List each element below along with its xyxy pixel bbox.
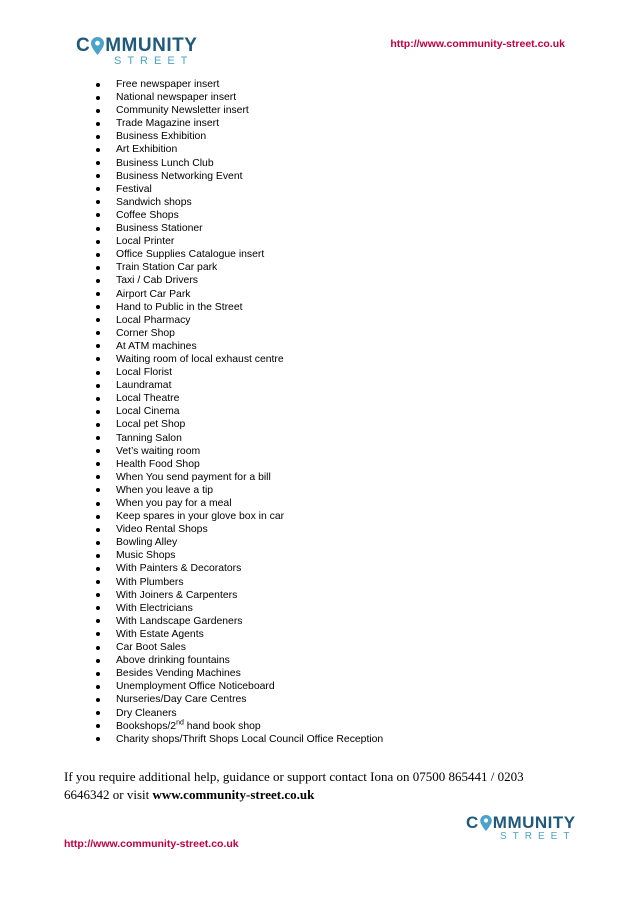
list-item-text: When you pay for a meal xyxy=(116,498,232,509)
list-item xyxy=(96,196,383,209)
bullet-icon xyxy=(96,384,100,388)
list-item xyxy=(96,288,383,301)
bullet-icon xyxy=(96,318,100,322)
bullet-icon xyxy=(96,488,100,492)
map-pin-icon xyxy=(480,815,492,831)
list-item xyxy=(96,170,383,183)
list-item-text: Business Stationer xyxy=(116,223,203,235)
bullet-icon xyxy=(96,213,100,217)
list-item-text: Trade Magazine insert xyxy=(116,118,219,130)
list-item xyxy=(96,261,383,274)
bullet-icon xyxy=(96,187,100,191)
bullet-icon xyxy=(96,357,100,361)
contact-website-link[interactable]: www.community-street.co.uk xyxy=(152,787,315,802)
list-item-text: Local pet Shop xyxy=(116,419,186,431)
list-item xyxy=(96,327,383,340)
bullet-icon xyxy=(96,580,100,584)
bullet-icon xyxy=(96,96,100,100)
list-item-text: Local Pharmacy xyxy=(116,314,191,326)
contact-text: If you require additional help, guidance or support contact Iona on 07500 865441 / 0203 6646342 or visit xyxy=(64,769,524,802)
list-item xyxy=(96,366,383,379)
list-item-text: With Plumbers xyxy=(116,576,184,588)
logo-c: C xyxy=(76,35,91,56)
list-item xyxy=(96,78,383,91)
bullet-icon xyxy=(96,724,100,728)
logo-word-street: STREET xyxy=(114,55,194,67)
list-item-text: With Estate Agents xyxy=(116,628,204,640)
bullet-icon xyxy=(96,397,100,401)
list-item-text: Office Supplies Catalogue insert xyxy=(116,249,265,261)
bullet-icon xyxy=(96,619,100,623)
bullet-icon xyxy=(96,279,100,283)
bullet-icon xyxy=(96,344,100,348)
list-item xyxy=(96,222,383,235)
bullet-icon xyxy=(96,148,100,152)
logo-rest: MMUNITY xyxy=(105,35,198,56)
list-item xyxy=(96,91,383,104)
bullet-icon xyxy=(96,292,100,296)
bullet-icon xyxy=(96,200,100,204)
list-item xyxy=(96,484,383,497)
bullet-icon xyxy=(96,161,100,165)
list-item-text: Business Networking Event xyxy=(116,170,243,182)
list-item-text: Charity shops/Thrift Shops Local Council Office Reception xyxy=(116,733,384,745)
list-item-text: Local Cinema xyxy=(116,406,180,418)
bullet-icon xyxy=(96,646,100,650)
bullet-icon xyxy=(96,475,100,479)
contact-paragraph xyxy=(64,768,564,804)
bullet-icon xyxy=(96,423,100,427)
list-item xyxy=(96,248,383,261)
list-item xyxy=(96,314,383,327)
list-item xyxy=(96,379,383,392)
list-item-text: Nurseries/Day Care Centres xyxy=(116,694,247,706)
list-item-text: Local Florist xyxy=(116,367,173,379)
list-item xyxy=(96,536,383,549)
list-item xyxy=(96,183,383,196)
bullet-icon xyxy=(96,135,100,139)
bullet-icon xyxy=(96,305,100,309)
list-item xyxy=(96,458,383,471)
ordinal-suffix: nd xyxy=(176,719,184,727)
list-item-text: Community Newsletter insert xyxy=(116,105,249,117)
list-item-text: With Joiners & Carpenters xyxy=(116,589,238,601)
bullet-icon xyxy=(96,122,100,126)
list-item-text: Bowling Alley xyxy=(116,537,178,549)
list-item-text: Tanning Salon xyxy=(116,432,182,444)
list-item xyxy=(96,589,383,602)
bullet-icon xyxy=(96,659,100,663)
list-item-text: Music Shops xyxy=(116,550,176,562)
list-item-text: When you leave a tip xyxy=(116,484,214,496)
bullet-icon xyxy=(96,685,100,689)
bullet-icon xyxy=(96,606,100,610)
list-item xyxy=(96,157,383,170)
list-item-text: With Painters & Decorators xyxy=(116,563,242,575)
footer-url-link[interactable]: http://www.community-street.co.uk xyxy=(64,838,239,850)
list-item-text: Local Printer xyxy=(116,236,175,248)
list-item-text: Hand to Public in the Street xyxy=(116,301,243,313)
list-item-text: Laundramat xyxy=(116,380,172,392)
bullet-icon xyxy=(96,109,100,113)
list-item-text: Taxi / Cab Drivers xyxy=(116,275,198,287)
list-item-text: Business Exhibition xyxy=(116,131,207,143)
bullet-icon xyxy=(96,672,100,676)
list-item xyxy=(96,235,383,248)
list-item-text: Above drinking fountains xyxy=(116,655,230,667)
list-item-text: Vet’s waiting room xyxy=(116,445,201,457)
bullet-icon xyxy=(96,436,100,440)
list-item xyxy=(96,104,383,117)
bullet-icon xyxy=(96,83,100,87)
list-item-text: At ATM machines xyxy=(116,340,197,352)
list-item-text: Bookshops/2 xyxy=(116,720,177,732)
bullet-icon xyxy=(96,593,100,597)
bullet-icon xyxy=(96,371,100,375)
list-item-text: National newspaper insert xyxy=(116,92,237,104)
list-item-text: Corner Shop xyxy=(116,327,175,339)
list-item-text: Free newspaper insert xyxy=(116,79,220,90)
list-item-text: Art Exhibition xyxy=(116,144,178,156)
list-item-text: Besides Vending Machines xyxy=(116,668,241,680)
map-pin-icon xyxy=(91,37,104,55)
list-item xyxy=(96,130,383,143)
list-item xyxy=(96,707,383,720)
list-item-text: Airport Car Park xyxy=(116,288,191,300)
list-item-text: With Landscape Gardeners xyxy=(116,615,243,627)
bullet-icon xyxy=(96,253,100,257)
list-item xyxy=(96,667,383,680)
list-item xyxy=(96,733,383,746)
logo-c: C xyxy=(466,813,479,832)
list-item xyxy=(96,340,383,353)
bullet-icon xyxy=(96,515,100,519)
list-item-text: Keep spares in your glove box in car xyxy=(116,511,285,523)
bullet-icon xyxy=(96,240,100,244)
header-url-link[interactable]: http://www.community-street.co.uk xyxy=(390,38,565,50)
bullet-icon xyxy=(96,632,100,636)
list-item xyxy=(96,117,383,130)
list-item xyxy=(96,497,383,510)
list-item xyxy=(96,405,383,418)
list-item xyxy=(96,274,383,287)
list-item-text: When You send payment for a bill xyxy=(116,471,271,483)
bullet-icon xyxy=(96,528,100,532)
bullet-icon xyxy=(96,554,100,558)
bullet-icon xyxy=(96,462,100,466)
list-item-text: Video Rental Shops xyxy=(116,524,208,536)
list-item-text: Waiting room of local exhaust centre xyxy=(116,353,284,365)
list-item xyxy=(96,654,383,667)
list-item xyxy=(96,523,383,536)
list-item-text: Dry Cleaners xyxy=(116,707,177,719)
list-item-text: Business Lunch Club xyxy=(116,157,214,169)
list-item-text: Sandwich shops xyxy=(116,196,192,208)
bullet-icon xyxy=(96,541,100,545)
list-item xyxy=(96,209,383,222)
logo-word-community xyxy=(466,814,576,831)
list-item-text: Train Station Car park xyxy=(116,262,218,274)
list-item xyxy=(96,641,383,654)
logo-word-street: STREET xyxy=(500,831,576,842)
list-item-text: hand book shop xyxy=(183,720,261,732)
list-item xyxy=(96,143,383,156)
bullet-icon xyxy=(96,410,100,414)
list-item xyxy=(96,392,383,405)
list-item-text: Local Theatre xyxy=(116,393,180,405)
list-item xyxy=(96,445,383,458)
list-item-bookshops xyxy=(96,720,383,733)
bullet-icon xyxy=(96,737,100,741)
list-item xyxy=(96,576,383,589)
list-item xyxy=(96,432,383,445)
list-item xyxy=(96,471,383,484)
list-item-text: With Electricians xyxy=(116,602,193,614)
bullet-icon xyxy=(96,174,100,178)
list-item xyxy=(96,628,383,641)
list-item xyxy=(96,602,383,615)
distribution-ideas-list xyxy=(96,78,383,746)
list-item xyxy=(96,353,383,366)
bullet-icon xyxy=(96,502,100,506)
logo-rest: MMUNITY xyxy=(492,813,576,832)
list-item-text: Festival xyxy=(116,183,152,195)
bullet-icon xyxy=(96,449,100,453)
bullet-icon xyxy=(96,567,100,571)
community-street-logo-footer xyxy=(466,814,576,842)
list-item xyxy=(96,680,383,693)
list-item xyxy=(96,693,383,706)
list-item xyxy=(96,549,383,562)
list-item xyxy=(96,562,383,575)
bullet-icon xyxy=(96,266,100,270)
list-item xyxy=(96,615,383,628)
community-street-logo xyxy=(76,36,197,67)
logo-word-community xyxy=(76,36,197,55)
list-item xyxy=(96,510,383,523)
bullet-icon xyxy=(96,331,100,335)
list-item-text: Car Boot Sales xyxy=(116,642,186,654)
bullet-icon xyxy=(96,227,100,231)
list-item-text: Health Food Shop xyxy=(116,458,200,470)
list-item-text: Coffee Shops xyxy=(116,209,179,221)
list-item xyxy=(96,418,383,431)
list-item xyxy=(96,301,383,314)
bullet-icon xyxy=(96,711,100,715)
list-item-text: Unemployment Office Noticeboard xyxy=(116,681,275,693)
bullet-icon xyxy=(96,698,100,702)
